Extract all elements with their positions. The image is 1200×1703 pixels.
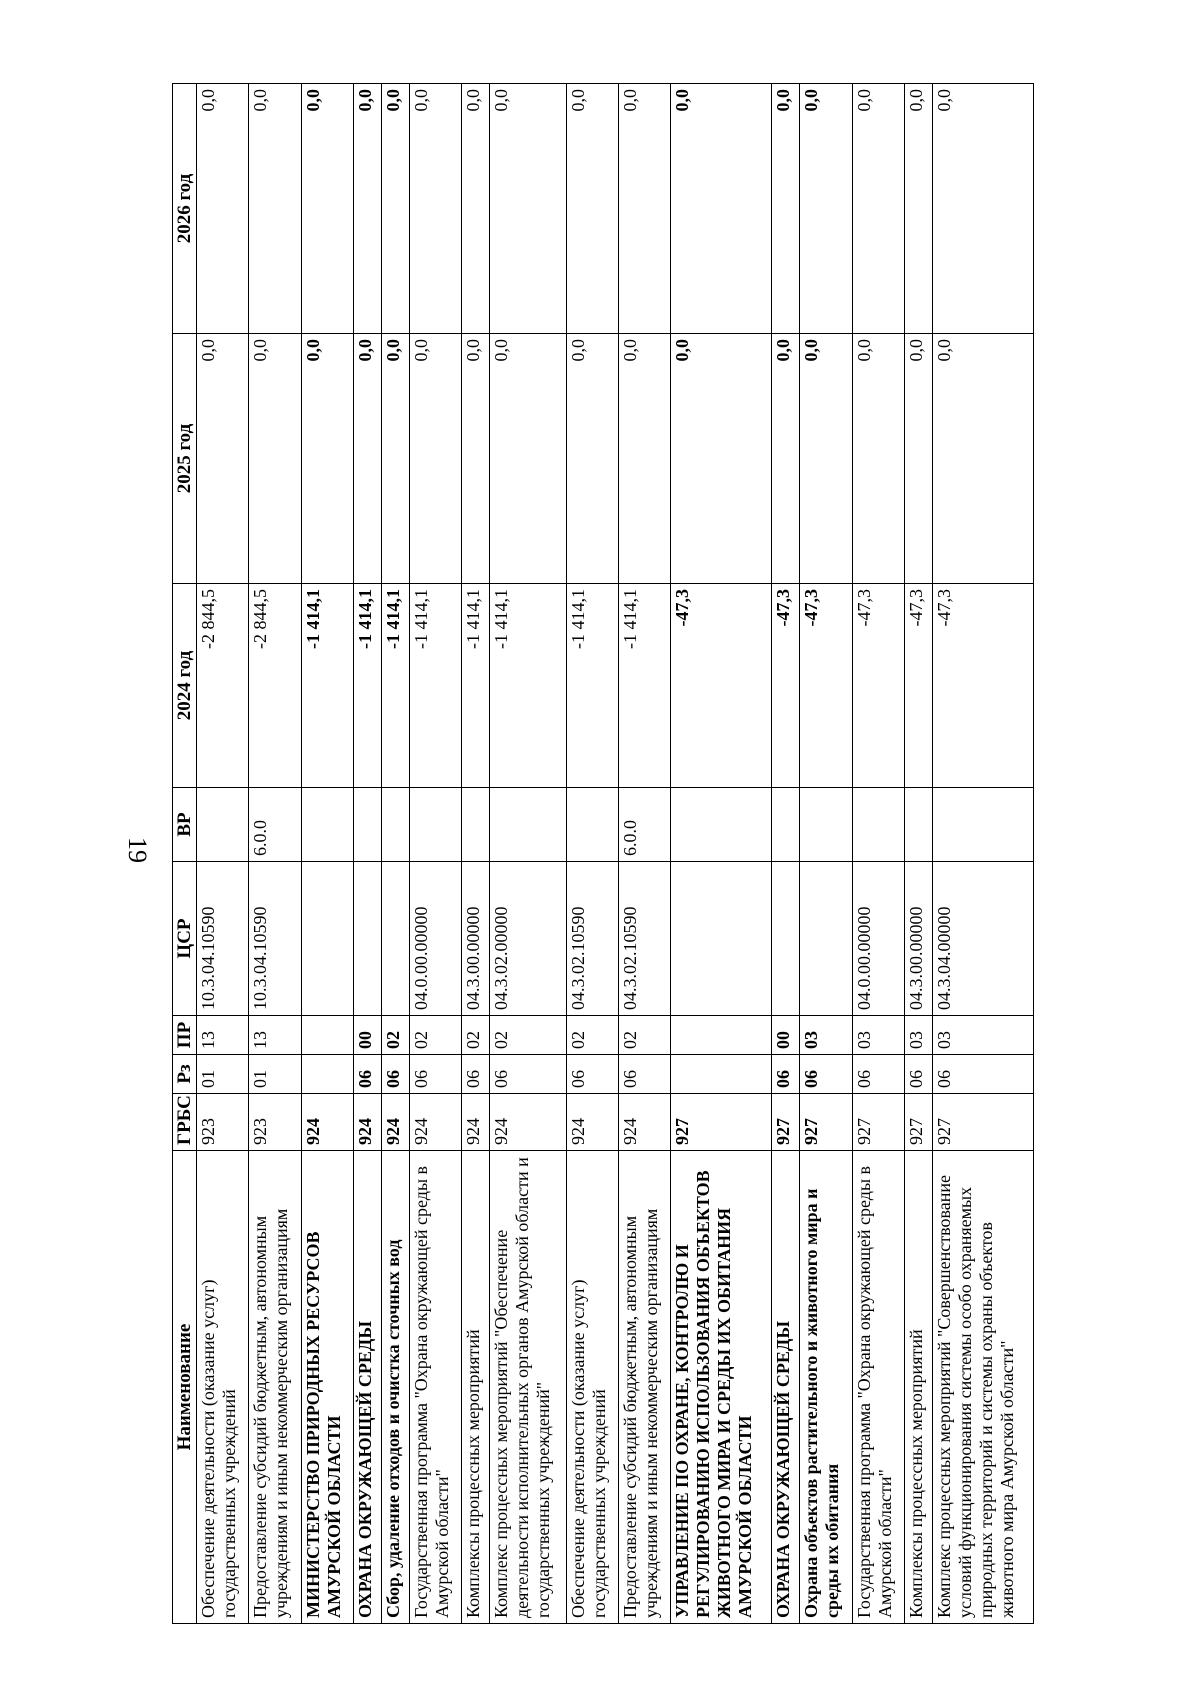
cell-2024: -47,3	[671, 584, 772, 788]
cell-2024: -47,3	[852, 584, 904, 788]
cell-rz	[301, 1055, 353, 1094]
cell-pr: 13	[197, 1016, 249, 1055]
cell-vr	[566, 788, 618, 862]
table-row	[566, 84, 618, 1624]
cell-rz: 06	[932, 1055, 1033, 1094]
cell-pr: 03	[800, 1016, 852, 1055]
table-row	[618, 84, 670, 1624]
cell-2024: -1 414,1	[381, 584, 409, 788]
cell-2026: 0,0	[462, 84, 490, 334]
cell-2024: -2 844,5	[197, 584, 249, 788]
cell-name: МИНИСТЕРСТВО ПРИРОДНЫХ РЕСУРСОВ АМУРСКОЙ ОБЛАСТИ	[301, 1151, 353, 1624]
cell-vr	[904, 788, 932, 862]
cell-2024: -1 414,1	[353, 584, 381, 788]
cell-2026: 0,0	[800, 84, 852, 334]
header-vr: ВР	[173, 788, 197, 862]
cell-grbs: 927	[904, 1094, 932, 1151]
cell-vr	[932, 788, 1033, 862]
budget-table	[172, 83, 1034, 1624]
table-row	[772, 84, 800, 1624]
cell-rz: 01	[197, 1055, 249, 1094]
cell-rz: 06	[381, 1055, 409, 1094]
cell-vr	[800, 788, 852, 862]
cell-grbs: 923	[197, 1094, 249, 1151]
cell-name: Сбор, удаление отходов и очистка сточных вод	[381, 1151, 409, 1624]
cell-pr: 02	[462, 1016, 490, 1055]
cell-pr: 03	[904, 1016, 932, 1055]
cell-grbs: 924	[381, 1094, 409, 1151]
cell-2025: 0,0	[409, 334, 461, 584]
cell-2026: 0,0	[409, 84, 461, 334]
cell-pr: 02	[566, 1016, 618, 1055]
cell-2024: -2 844,5	[249, 584, 301, 788]
cell-name: Охрана объектов растительного и животного мира и среды их обитания	[800, 1151, 852, 1624]
cell-rz: 06	[462, 1055, 490, 1094]
cell-name: Обеспечение деятельности (оказание услуг) государственных учреждений	[197, 1151, 249, 1624]
cell-2025: 0,0	[249, 334, 301, 584]
header-name: Наименование	[173, 1151, 197, 1624]
cell-2026: 0,0	[489, 84, 566, 334]
cell-vr	[462, 788, 490, 862]
table-row	[904, 84, 932, 1624]
cell-csr: 10.3.04.10590	[197, 862, 249, 1016]
cell-name: Государственная программа "Охрана окружающей среды в Амурской области"	[409, 1151, 461, 1624]
cell-vr	[489, 788, 566, 862]
cell-csr: 04.3.02.10590	[618, 862, 670, 1016]
cell-name: Комплекс процессных мероприятий "Обеспечение деятельности исполнительных органов Амурской области и государственных учреждений"	[489, 1151, 566, 1624]
header-row	[173, 84, 197, 1624]
cell-vr	[409, 788, 461, 862]
cell-2024: -1 414,1	[462, 584, 490, 788]
cell-csr	[772, 862, 800, 1016]
cell-name: Предоставление субсидий бюджетным, автономным учреждениям и иным некоммерческим организациям	[249, 1151, 301, 1624]
table-row	[381, 84, 409, 1624]
cell-csr: 04.3.02.10590	[566, 862, 618, 1016]
cell-name: Государственная программа "Охрана окружающей среды в Амурской области"	[852, 1151, 904, 1624]
table-row	[932, 84, 1033, 1624]
cell-csr: 04.0.00.00000	[852, 862, 904, 1016]
cell-2026: 0,0	[566, 84, 618, 334]
cell-rz: 06	[852, 1055, 904, 1094]
header-grbs: ГРБС	[173, 1094, 197, 1151]
cell-2026: 0,0	[301, 84, 353, 334]
cell-grbs: 924	[618, 1094, 670, 1151]
cell-2024: -47,3	[904, 584, 932, 788]
cell-name: ОХРАНА ОКРУЖАЮЩЕЙ СРЕДЫ	[772, 1151, 800, 1624]
cell-vr	[772, 788, 800, 862]
cell-2026: 0,0	[932, 84, 1033, 334]
cell-vr	[301, 788, 353, 862]
table-row	[197, 84, 249, 1624]
header-2025: 2025 год	[173, 334, 197, 584]
table-row	[671, 84, 772, 1624]
cell-2024: -1 414,1	[301, 584, 353, 788]
cell-2025: 0,0	[197, 334, 249, 584]
cell-pr: 00	[772, 1016, 800, 1055]
cell-2024: -1 414,1	[566, 584, 618, 788]
cell-name: Комплексы процессных мероприятий	[904, 1151, 932, 1624]
cell-vr: 6.0.0	[249, 788, 301, 862]
cell-name: Комплексы процессных мероприятий	[462, 1151, 490, 1624]
cell-pr: 02	[489, 1016, 566, 1055]
cell-grbs: 924	[353, 1094, 381, 1151]
cell-csr	[671, 862, 772, 1016]
cell-rz: 06	[566, 1055, 618, 1094]
cell-2025: 0,0	[852, 334, 904, 584]
table-row	[409, 84, 461, 1624]
cell-rz: 06	[409, 1055, 461, 1094]
cell-rz: 06	[353, 1055, 381, 1094]
cell-2026: 0,0	[381, 84, 409, 334]
cell-csr	[381, 862, 409, 1016]
cell-grbs: 923	[249, 1094, 301, 1151]
cell-csr: 04.3.04.00000	[932, 862, 1033, 1016]
cell-name: Комплекс процессных мероприятий "Совершенствование условий функционирования системы особо охраняемых природных территорий и системы охраны объектов животного мира Амурской области"	[932, 1151, 1033, 1624]
table-row	[852, 84, 904, 1624]
cell-grbs: 927	[671, 1094, 772, 1151]
cell-rz: 06	[489, 1055, 566, 1094]
cell-grbs: 927	[852, 1094, 904, 1151]
cell-2026: 0,0	[852, 84, 904, 334]
cell-grbs: 924	[301, 1094, 353, 1151]
cell-grbs: 924	[489, 1094, 566, 1151]
cell-2025: 0,0	[353, 334, 381, 584]
cell-csr: 04.3.00.00000	[462, 862, 490, 1016]
cell-csr: 04.3.02.00000	[489, 862, 566, 1016]
cell-csr	[800, 862, 852, 1016]
header-rz: Рз	[173, 1055, 197, 1094]
cell-pr: 02	[381, 1016, 409, 1055]
cell-2025: 0,0	[301, 334, 353, 584]
cell-vr	[381, 788, 409, 862]
table-row	[249, 84, 301, 1624]
cell-2025: 0,0	[489, 334, 566, 584]
cell-vr	[197, 788, 249, 862]
cell-pr	[301, 1016, 353, 1055]
cell-rz: 06	[772, 1055, 800, 1094]
cell-name: ОХРАНА ОКРУЖАЮЩЕЙ СРЕДЫ	[353, 1151, 381, 1624]
table-row	[301, 84, 353, 1624]
cell-pr: 03	[852, 1016, 904, 1055]
cell-name: Обеспечение деятельности (оказание услуг) государственных учреждений	[566, 1151, 618, 1624]
cell-vr: 6.0.0	[618, 788, 670, 862]
cell-pr: 03	[932, 1016, 1033, 1055]
cell-2026: 0,0	[772, 84, 800, 334]
table-row	[800, 84, 852, 1624]
cell-vr	[852, 788, 904, 862]
cell-pr: 00	[353, 1016, 381, 1055]
cell-name: УПРАВЛЕНИЕ ПО ОХРАНЕ, КОНТРОЛЮ И РЕГУЛИРОВАНИЮ ИСПОЛЬЗОВАНИЯ ОБЪЕКТОВ ЖИВОТНОГО МИРА И СРЕДЫ ИХ ОБИТАНИЯ АМУРСКОЙ ОБЛАСТИ	[671, 1151, 772, 1624]
cell-grbs: 924	[462, 1094, 490, 1151]
cell-vr	[353, 788, 381, 862]
cell-2025: 0,0	[566, 334, 618, 584]
cell-csr: 04.3.00.00000	[904, 862, 932, 1016]
header-2026: 2026 год	[173, 84, 197, 334]
cell-2024: -1 414,1	[409, 584, 461, 788]
cell-csr	[301, 862, 353, 1016]
cell-2024: -1 414,1	[618, 584, 670, 788]
cell-2024: -47,3	[932, 584, 1033, 788]
cell-pr	[671, 1016, 772, 1055]
cell-rz	[671, 1055, 772, 1094]
cell-2026: 0,0	[671, 84, 772, 334]
cell-2025: 0,0	[904, 334, 932, 584]
cell-name: Предоставление субсидий бюджетным, автономным учреждениям и иным некоммерческим организациям	[618, 1151, 670, 1624]
cell-2025: 0,0	[671, 334, 772, 584]
cell-grbs: 927	[772, 1094, 800, 1151]
rotated-page	[172, 84, 1034, 1624]
cell-2025: 0,0	[462, 334, 490, 584]
header-pr: ПР	[173, 1016, 197, 1055]
cell-vr	[671, 788, 772, 862]
cell-csr: 10.3.04.10590	[249, 862, 301, 1016]
cell-2024: -47,3	[800, 584, 852, 788]
cell-2024: -47,3	[772, 584, 800, 788]
cell-2025: 0,0	[800, 334, 852, 584]
cell-2026: 0,0	[353, 84, 381, 334]
cell-2025: 0,0	[932, 334, 1033, 584]
cell-2025: 0,0	[618, 334, 670, 584]
cell-pr: 02	[409, 1016, 461, 1055]
cell-2026: 0,0	[197, 84, 249, 334]
page-number: 19	[123, 837, 152, 863]
table-body	[197, 84, 1034, 1624]
cell-grbs: 924	[566, 1094, 618, 1151]
cell-grbs: 927	[932, 1094, 1033, 1151]
cell-rz: 06	[904, 1055, 932, 1094]
cell-grbs: 927	[800, 1094, 852, 1151]
cell-2025: 0,0	[772, 334, 800, 584]
cell-2026: 0,0	[249, 84, 301, 334]
cell-pr: 13	[249, 1016, 301, 1055]
header-csr: ЦСР	[173, 862, 197, 1016]
cell-grbs: 924	[409, 1094, 461, 1151]
cell-2026: 0,0	[618, 84, 670, 334]
cell-rz: 06	[618, 1055, 670, 1094]
cell-rz: 06	[800, 1055, 852, 1094]
cell-2025: 0,0	[381, 334, 409, 584]
table-row	[462, 84, 490, 1624]
cell-2024: -1 414,1	[489, 584, 566, 788]
cell-csr: 04.0.00.00000	[409, 862, 461, 1016]
cell-pr: 02	[618, 1016, 670, 1055]
cell-rz: 01	[249, 1055, 301, 1094]
header-2024: 2024 год	[173, 584, 197, 788]
cell-csr	[353, 862, 381, 1016]
table-row	[489, 84, 566, 1624]
table-row	[353, 84, 381, 1624]
cell-2026: 0,0	[904, 84, 932, 334]
